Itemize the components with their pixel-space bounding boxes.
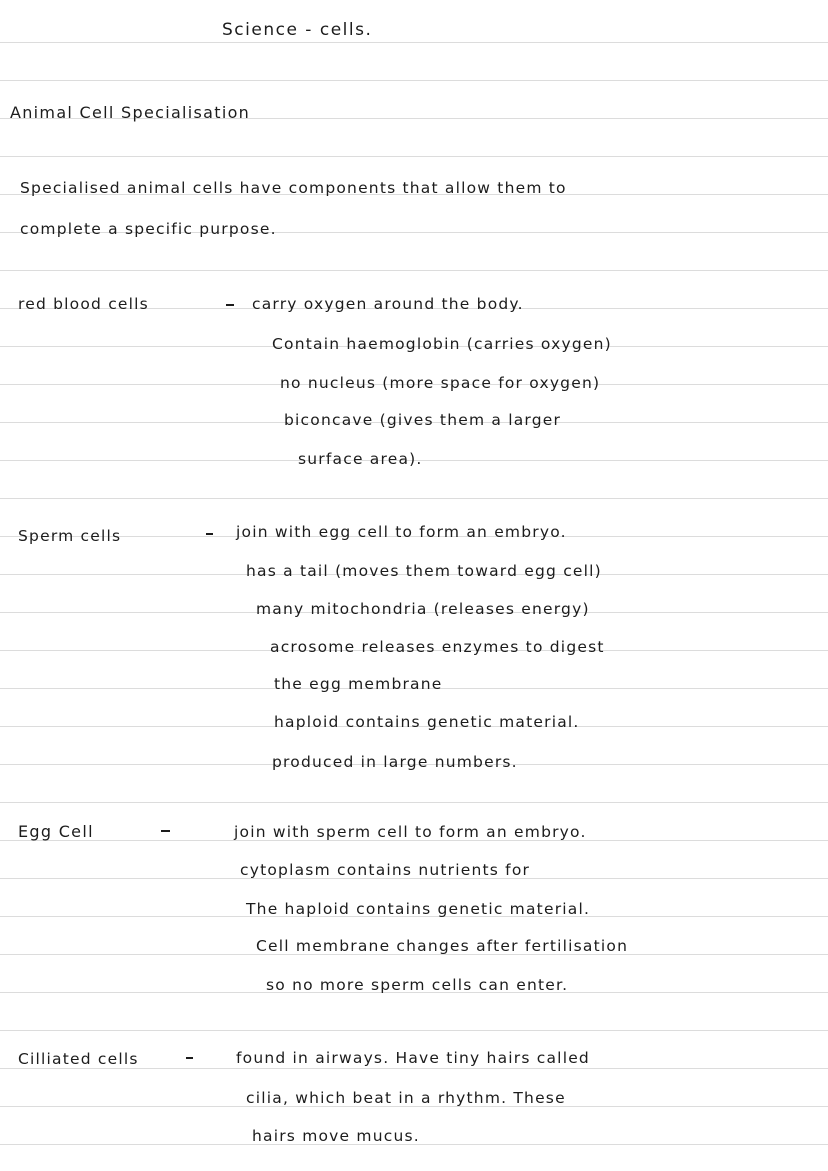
note-line: no nucleus (more space for oxygen) [280,374,601,392]
note-line: cilia, which beat in a rhythm. These [246,1089,566,1107]
note-line: Contain haemoglobin (carries oxygen) [272,335,612,353]
cell-label-egg: Egg Cell [18,822,94,841]
note-line: The haploid contains genetic material. [246,900,591,918]
cell-label-cilliated: Cilliated cells [18,1050,139,1068]
dash-cilliated [186,1057,193,1059]
note-line: join with sperm cell to form an embryo. [234,823,587,841]
note-line: hairs move mucus. [252,1127,420,1145]
intro-line-2: complete a specific purpose. [20,220,277,238]
intro-line-1: Specialised animal cells have components that allow them to [20,179,567,197]
dash-egg [161,830,170,832]
cell-label-sperm: Sperm cells [18,527,122,545]
note-line: Cell membrane changes after fertilisation [256,937,629,955]
note-line: cytoplasm contains nutrients for [240,861,531,879]
note-line: so no more sperm cells can enter. [266,976,569,994]
note-line: many mitochondria (releases energy) [256,600,590,618]
note-line: found in airways. Have tiny hairs called [236,1049,590,1067]
note-line: produced in large numbers. [272,753,518,771]
note-line: carry oxygen around the body. [252,295,524,313]
section-heading: Animal Cell Specialisation [10,103,251,122]
note-line: join with egg cell to form an embryo. [236,523,567,541]
note-line: biconcave (gives them a larger [284,411,562,429]
note-line: surface area). [298,450,423,468]
dash-red-blood [226,304,234,306]
note-line: acrosome releases enzymes to digest [270,638,605,656]
dash-sperm [206,533,213,535]
note-line: has a tail (moves them toward egg cell) [246,562,602,580]
note-line: the egg membrane [274,675,443,693]
cell-label-red-blood: red blood cells [18,295,149,313]
note-line: haploid contains genetic material. [274,713,580,731]
page-title: Science - cells. [222,20,373,40]
